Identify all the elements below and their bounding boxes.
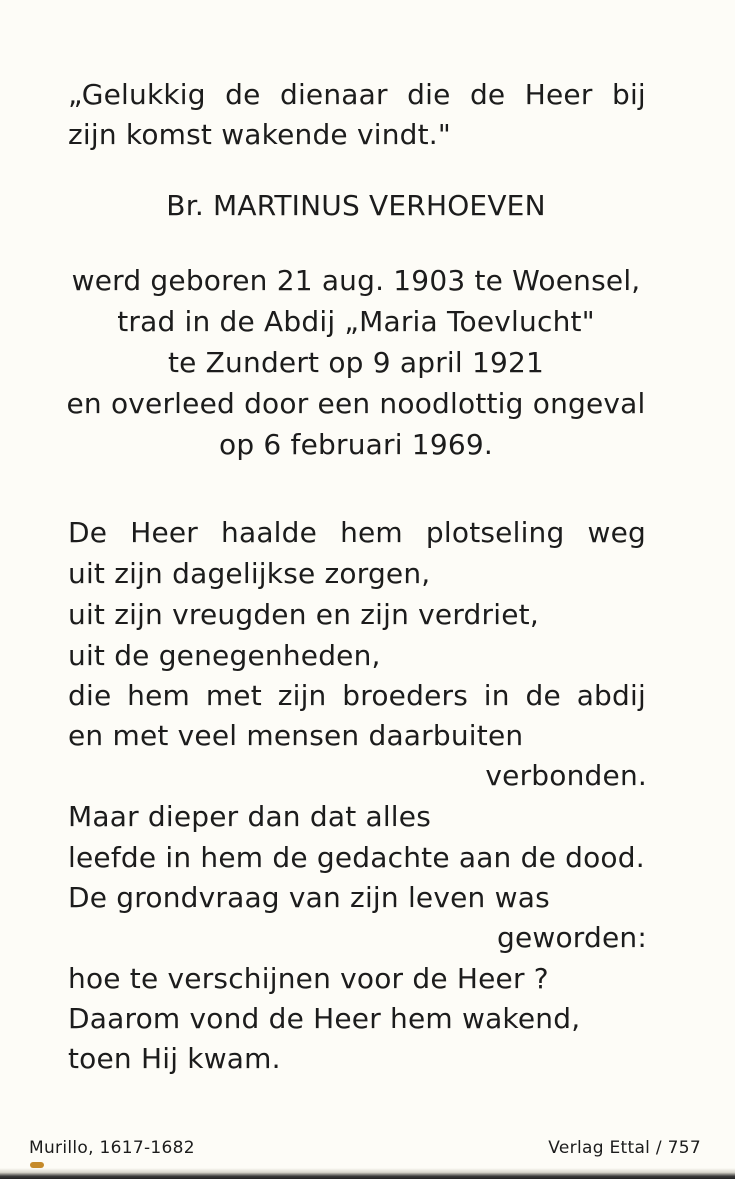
publisher-credit: Verlag Ettal / 757 [548, 1138, 701, 1158]
verse-word: in [483, 679, 510, 712]
biography-line-3: te Zundert op 9 april 1921 [167, 346, 545, 379]
verse-line-7: verbonden. [485, 759, 647, 792]
quote-word: de [469, 78, 506, 111]
biography-line-5: op 6 februari 1969. [219, 428, 493, 461]
verse-word: broeders [342, 679, 469, 712]
verse-word: zijn [277, 679, 327, 712]
verse-line-14: toen Hij kwam. [68, 1042, 281, 1075]
quote-line-1 [68, 78, 646, 112]
verse-line-13: Daarom vond de Heer hem wakend, [68, 1002, 581, 1035]
verse-word: Heer [130, 516, 199, 549]
biography-line-1: werd geboren 21 aug. 1903 te Woensel, [71, 264, 641, 297]
verse-line-4: uit de genegenheden, [68, 639, 381, 672]
quote-word: die [407, 78, 451, 111]
verse-line-6: en met veel mensen daarbuiten [68, 719, 524, 752]
quote-word: dienaar [279, 78, 388, 111]
verse-word: abdij [576, 679, 646, 712]
quote-word: Heer [524, 78, 593, 111]
verse-word: hem [127, 679, 191, 712]
biography-line-4: en overleed door een noodlottig ongeval [66, 387, 646, 420]
verse-line-8: Maar dieper dan dat alles [68, 800, 431, 833]
quote-word: bij [611, 78, 646, 111]
verse-line-12: hoe te verschijnen voor de Heer ? [68, 962, 549, 995]
verse-word: hem [340, 516, 403, 549]
verse-line-3: uit zijn vreugden en zijn verdriet, [68, 598, 539, 631]
artist-credit: Murillo, 1617-1682 [29, 1138, 195, 1158]
verse-line-2: uit zijn dagelijkse zorgen, [68, 557, 431, 590]
verse-word: met [205, 679, 262, 712]
verse-word: De [68, 516, 108, 549]
verse-word: haalde [221, 516, 318, 549]
verse-line-9: leefde in hem de gedachte aan de dood. [68, 841, 645, 874]
verse-word: weg [587, 516, 646, 549]
verse-line-10: De grondvraag van zijn leven was [68, 881, 550, 914]
biography-line-2: trad in de Abdij „Maria Toevlucht" [117, 305, 595, 338]
deceased-name: Br. MARTINUS VERHOEVEN [166, 189, 546, 222]
quote-line-2: zijn komst wakende vindt." [68, 118, 451, 151]
verse-word: de [525, 679, 561, 712]
quote-word: „Gelukkig [68, 78, 206, 111]
verse-line-1 [68, 516, 646, 550]
verse-word: plotseling [425, 516, 565, 549]
card-bottom-edge [0, 1168, 735, 1179]
verse-word: die [68, 679, 112, 712]
verse-line-5 [68, 679, 646, 713]
verse-line-11: geworden: [496, 921, 647, 954]
quote-word: de [225, 78, 261, 111]
